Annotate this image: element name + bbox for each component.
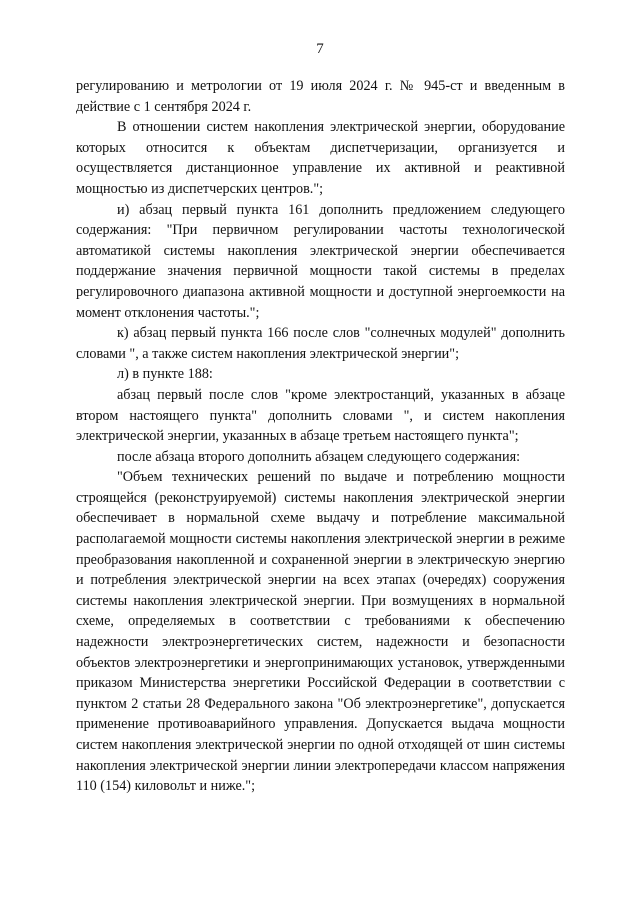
paragraph-standard-reference: регулированию и метрологии от 19 июля 2024 г. № 945-ст и введенным в действие с 1 сентября 2024 г. [76, 78, 565, 115]
document-body [76, 76, 565, 797]
paragraph-quoted-new-text: "Объем технических решений по выдаче и потреблению мощности строящейся (реконструируемой) системы накопления электрической энергии обеспечивает в нормальной схеме выдачу и потребление максимальной располагаемой мощности системы накопления электрической энергии в режиме преобразования накопленной и сохраненной энергии в электрическую энергию и потребления электрической энергии на всех этапах (очередях) сооружения системы накопления электрической энергии. При возмущениях в нормальной схеме, определяемых в соответствии с требованиями к обеспечению надежности электроэнергетических систем, надежности и безопасности объектов электроэнергетики и энергопринимающих установок, утвержденными приказом Министерства энергетики Российской Федерации в соответствии с пунктом 2 статьи 28 Федерального закона "Об электроэнергетике", допускается применение противоаварийного управления. Допускается выдача мощности систем накопления электрической энергии по одной отходящей от шин системы накопления электрической энергии линии электропередачи классом напряжения 110 (154) киловольт и ниже."; [76, 469, 565, 795]
paragraph-item-i: и) абзац первый пункта 161 дополнить предложением следующего содержания: "При первичном регулировании частоты технологической автоматикой системы накопления электрической энергии обеспечивается поддержание значения первичной мощности такой системы в пределах регулировочного диапазона активной мощности и доступной энергоемкости на момент отклонения частоты."; [76, 201, 565, 321]
paragraph-item-k: к) абзац первый пункта 166 после слов "солнечных модулей" дополнить словами ", а также систем накопления электрической энергии"; [76, 325, 565, 362]
paragraph-item-l: л) в пункте 188: [117, 366, 213, 383]
page-number: 7 [316, 41, 324, 57]
paragraph-item-l-addition: после абзаца второго дополнить абзацем следующего содержания: [117, 448, 521, 465]
paragraph-item-l-first-abzac: абзац первый после слов "кроме электростанций, указанных в абзаце втором настоящего пункта" дополнить словами ", и систем накопления электрической энергии, указанных в абзаце третьем настоящего пункта"; [76, 386, 565, 445]
paragraph-dispatch-control: В отношении систем накопления электрической энергии, оборудование которых относится к объектам диспетчеризации, организуется и осуществляется дистанционное управление их активной и реактивной мощностью из диспетчерских центров."; [76, 119, 565, 197]
